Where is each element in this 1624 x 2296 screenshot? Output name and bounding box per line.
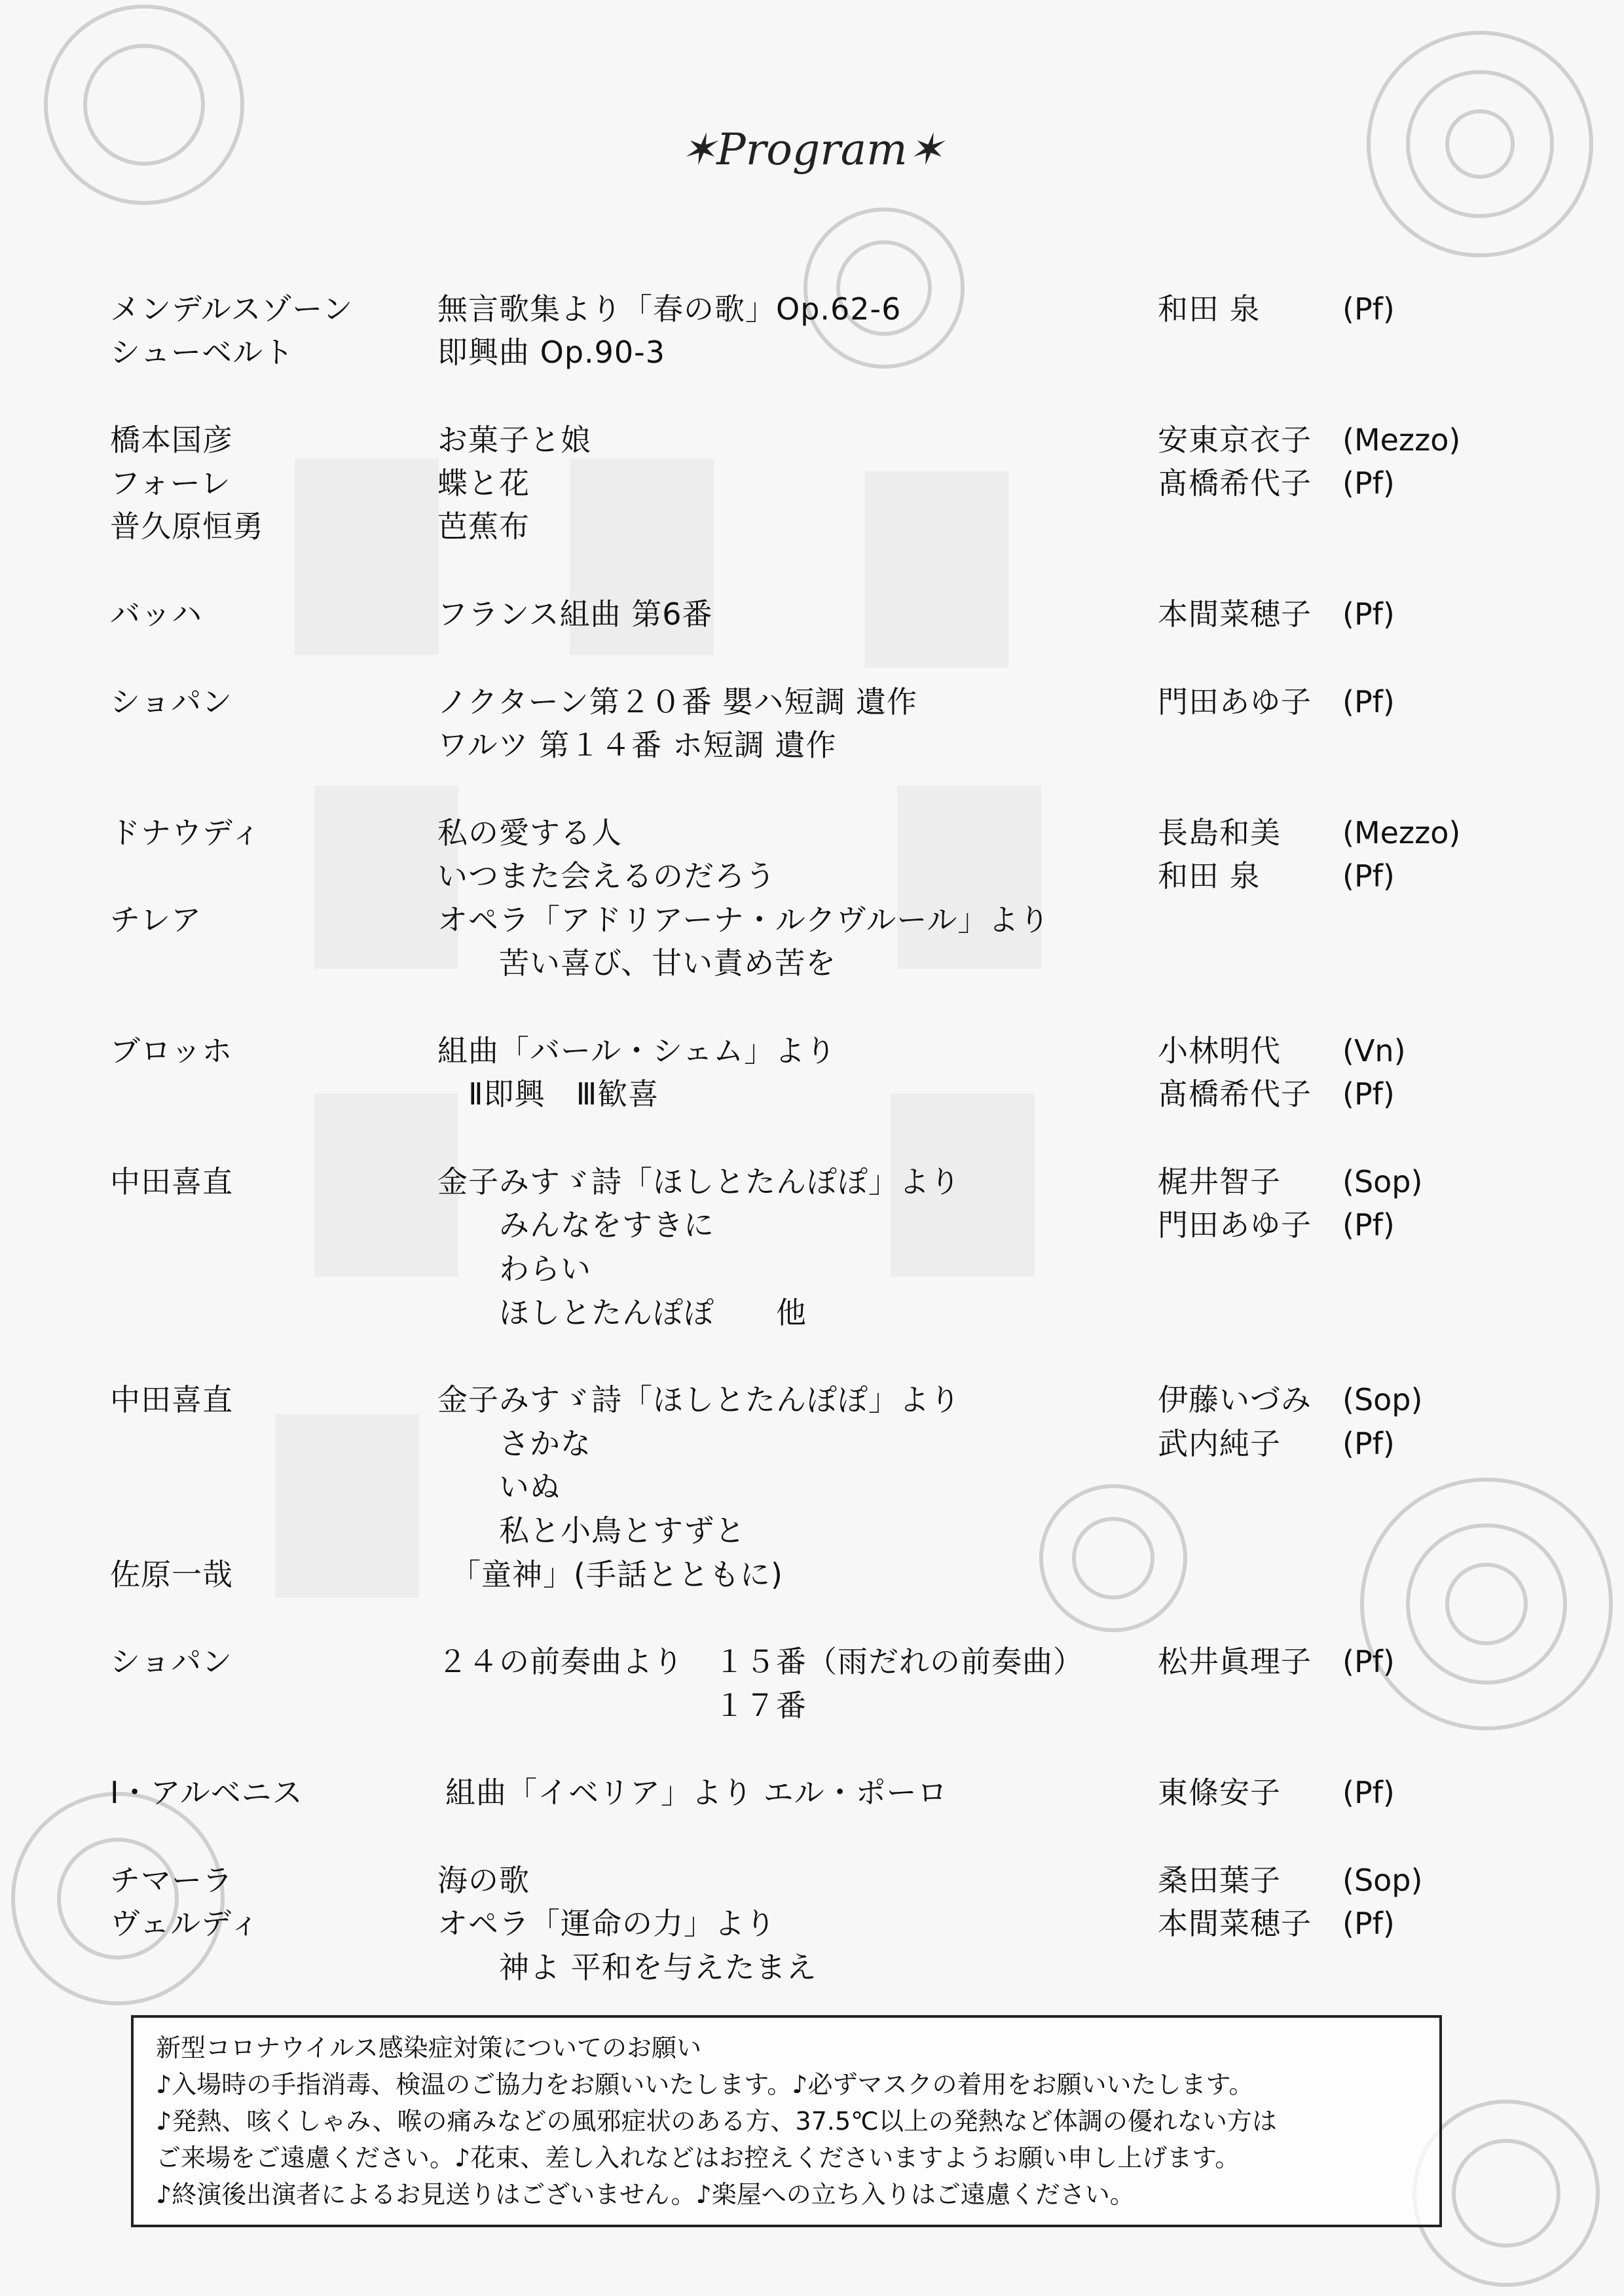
composer: I・アルベニス xyxy=(110,1775,303,1810)
piece: オペラ「アドリアーナ・ルクヴルール」より xyxy=(437,902,1050,938)
composer: チマーラ xyxy=(110,1863,233,1898)
performer-instrument: (Pf) xyxy=(1342,465,1395,501)
piece: ワルツ 第１４番 ホ短調 遺作 xyxy=(437,727,837,763)
piece: 「童神」(手話とともに) xyxy=(451,1557,783,1592)
performer-name: 髙橋希代子 xyxy=(1158,465,1312,501)
program-title: ✶Program✶ xyxy=(680,124,944,175)
piece: フランス組曲 第6番 xyxy=(437,596,713,632)
performer-name: 武内純子 xyxy=(1158,1426,1281,1461)
composer: 普久原恒勇 xyxy=(110,509,264,544)
performer-name: 長島和美 xyxy=(1158,815,1281,850)
composer: ドナウディ xyxy=(110,815,262,850)
performer-instrument: (Pf) xyxy=(1342,1906,1395,1941)
performer-name: 小林明代 xyxy=(1158,1033,1281,1068)
covid-notice-box xyxy=(131,2015,1442,2227)
piece: オペラ「運命の力」より xyxy=(437,1906,776,1941)
notice-line: ♪終演後出演者によるお見送りはございません。♪楽屋への立ち入りはご遠慮ください。 xyxy=(156,2180,1135,2209)
performer-instrument: (Mezzo) xyxy=(1342,815,1461,850)
piece: 私の愛する人 xyxy=(437,815,622,850)
performer-name: 和田 泉 xyxy=(1158,858,1261,894)
composer: ヴェルディ xyxy=(110,1906,261,1941)
performer-name: 和田 泉 xyxy=(1158,291,1261,327)
piece: いぬ xyxy=(437,1469,561,1504)
performer-name: 安東京衣子 xyxy=(1158,422,1312,458)
piece: 苦い喜び、甘い責め苦を xyxy=(437,945,837,981)
composer: バッハ xyxy=(110,596,202,632)
performer-instrument: (Pf) xyxy=(1342,596,1395,632)
performer-name: 東條安子 xyxy=(1158,1775,1281,1810)
piece: ノクターン第２０番 嬰ハ短調 遺作 xyxy=(437,684,918,720)
piece: Ⅱ即興 Ⅲ歓喜 xyxy=(437,1076,659,1112)
performer-instrument: (Pf) xyxy=(1342,1207,1395,1243)
performer-instrument: (Pf) xyxy=(1342,1076,1395,1112)
piece: 金子みすゞ詩「ほしとたんぽぽ」より xyxy=(437,1382,961,1417)
composer: メンデルスゾーン xyxy=(110,291,354,327)
piece: １７番 xyxy=(437,1688,807,1723)
piece: 無言歌集より「春の歌」Op.62-6 xyxy=(437,291,902,327)
piece: さかな xyxy=(437,1426,591,1461)
notice-line: ♪入場時の手指消毒、検温のご協力をお願いいたします。♪必ずマスクの着用をお願いいたします。 xyxy=(156,2070,1254,2099)
piece: 神よ 平和を与えたまえ xyxy=(437,1950,817,1985)
piece: 芭蕉布 xyxy=(437,509,530,544)
performer-instrument: (Mezzo) xyxy=(1342,422,1461,458)
performer-instrument: (Pf) xyxy=(1342,291,1395,327)
piece: ２４の前奏曲より １５番（雨だれの前奏曲） xyxy=(437,1644,1084,1679)
performer-instrument: (Sop) xyxy=(1342,1382,1423,1417)
performer-instrument: (Sop) xyxy=(1342,1164,1423,1199)
performer-name: 門田あゆ子 xyxy=(1158,1207,1312,1243)
composer: 佐原一哉 xyxy=(110,1557,233,1592)
piece: お菓子と娘 xyxy=(437,422,591,458)
notice-heading: 新型コロナウイルス感染症対策についてのお願い xyxy=(156,2033,701,2062)
performer-name: 髙橋希代子 xyxy=(1158,1076,1312,1112)
performer-name: 伊藤いづみ xyxy=(1158,1382,1312,1417)
piece: ほしとたんぽぽ 他 xyxy=(437,1295,807,1330)
composer: 橋本国彦 xyxy=(110,422,233,458)
piece: 海の歌 xyxy=(437,1863,530,1898)
performer-instrument: (Pf) xyxy=(1342,1775,1395,1810)
performer-instrument: (Pf) xyxy=(1342,1644,1395,1679)
composer: ショパン xyxy=(110,684,233,720)
composer: チレア xyxy=(110,902,202,938)
composer: ショパン xyxy=(110,1644,233,1679)
piece: いつまた会えるのだろう xyxy=(437,858,776,894)
piece: 組曲「イベリア」より エル・ポーロ xyxy=(445,1775,948,1810)
performer-instrument: (Sop) xyxy=(1342,1863,1423,1898)
piece: 即興曲 Op.90-3 xyxy=(437,335,666,370)
performer-name: 梶井智子 xyxy=(1158,1164,1281,1199)
piece: みんなをすきに xyxy=(437,1207,714,1243)
composer: シューベルト xyxy=(110,335,295,370)
piece: わらい xyxy=(437,1251,591,1286)
performer-instrument: (Pf) xyxy=(1342,684,1395,720)
performer-instrument: (Pf) xyxy=(1342,858,1395,894)
piece: 蝶と花 xyxy=(437,465,530,501)
performer-instrument: (Pf) xyxy=(1342,1426,1395,1461)
composer: フォーレ xyxy=(110,465,231,501)
performer-instrument: (Vn) xyxy=(1342,1033,1406,1068)
performer-name: 桑田葉子 xyxy=(1158,1863,1281,1898)
performer-name: 松井眞理子 xyxy=(1158,1644,1312,1679)
composer: ブロッホ xyxy=(110,1033,233,1068)
performer-name: 本間菜穂子 xyxy=(1158,596,1312,632)
piece: 金子みすゞ詩「ほしとたんぽぽ」より xyxy=(437,1164,961,1199)
performer-name: 門田あゆ子 xyxy=(1158,684,1312,720)
composer: 中田喜直 xyxy=(110,1164,233,1199)
piece: 私と小鳥とすずと xyxy=(437,1513,746,1548)
performer-name: 本間菜穂子 xyxy=(1158,1906,1312,1941)
notice-line: ♪発熱、咳くしゃみ、喉の痛みなどの風邪症状のある方、37.5℃以上の発熱など体調の優れない方は xyxy=(156,2107,1277,2136)
notice-line: ご来場をご遠慮ください。♪花束、差し入れなどはお控えくださいますようお願い申し上げます。 xyxy=(156,2143,1240,2172)
piece: 組曲「バール・シェム」より xyxy=(437,1033,837,1068)
composer: 中田喜直 xyxy=(110,1382,233,1417)
